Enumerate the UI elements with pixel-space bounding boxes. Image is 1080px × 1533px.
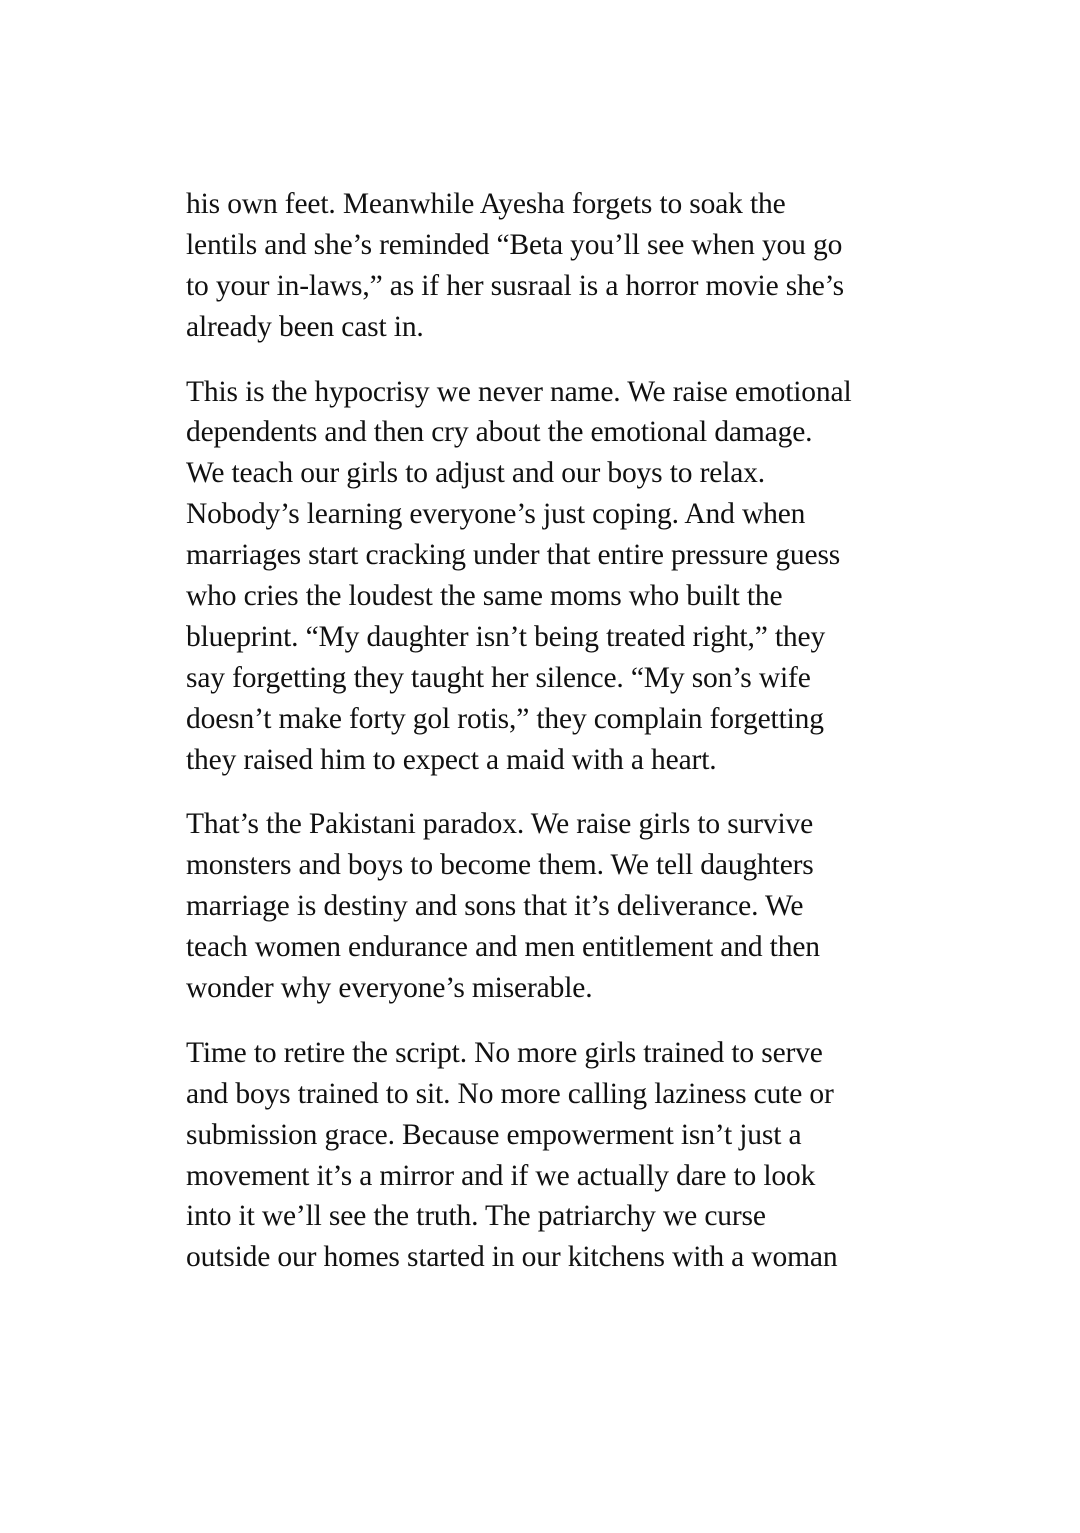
- text-line: wonder why everyone’s miserable.: [186, 972, 593, 1005]
- text-line: lentils and she’s reminded “Beta you’ll see when you go: [186, 228, 843, 261]
- text-line: dependents and then cry about the emotional damage.: [186, 416, 813, 449]
- text-line: marriages start cracking under that entire pressure guess: [186, 539, 841, 572]
- text-line: his own feet. Meanwhile Ayesha forgets to soak the: [186, 188, 786, 220]
- text-line: That’s the Pakistani paradox. We raise girls to survive: [186, 808, 814, 841]
- text-line: Nobody’s learning everyone’s just coping. And when: [186, 498, 806, 531]
- text-line: and boys trained to sit. No more calling laziness cute or: [186, 1077, 834, 1110]
- text-line: doesn’t make forty gol rotis,” they complain forgetting: [186, 702, 824, 735]
- text-line: We teach our girls to adjust and our boys to relax.: [186, 457, 766, 490]
- paragraph-2: [186, 372, 946, 781]
- text-line: they raised him to expect a maid with a heart.: [186, 743, 717, 776]
- paragraph-1: [186, 184, 946, 348]
- text-line: monsters and boys to become them. We tell daughters: [186, 849, 814, 882]
- text-line: movement it’s a mirror and if we actually dare to look: [186, 1159, 816, 1192]
- text-line: say forgetting they taught her silence. “My son’s wife: [186, 661, 811, 694]
- paragraph-4: [186, 1033, 946, 1278]
- paragraph-3: [186, 804, 946, 1008]
- text-line: who cries the loudest the same moms who built the: [186, 580, 783, 613]
- body-text: [186, 184, 946, 1302]
- text-line: to your in-laws,” as if her susraal is a horror movie she’s: [186, 269, 845, 302]
- text-line: into it we’ll see the truth. The patriarchy we curse: [186, 1200, 766, 1233]
- text-line: outside our homes started in our kitchens with a woman: [186, 1241, 838, 1274]
- text-line: teach women endurance and men entitlement and then: [186, 931, 820, 964]
- text-line: blueprint. “My daughter isn’t being treated right,” they: [186, 620, 826, 653]
- text-line: submission grace. Because empowerment isn’t just a: [186, 1118, 802, 1151]
- text-line: This is the hypocrisy we never name. We raise emotional: [186, 375, 852, 408]
- text-line: already been cast in.: [186, 310, 424, 343]
- text-line: marriage is destiny and sons that it’s deliverance. We: [186, 890, 804, 923]
- text-line: Time to retire the script. No more girls trained to serve: [186, 1036, 823, 1069]
